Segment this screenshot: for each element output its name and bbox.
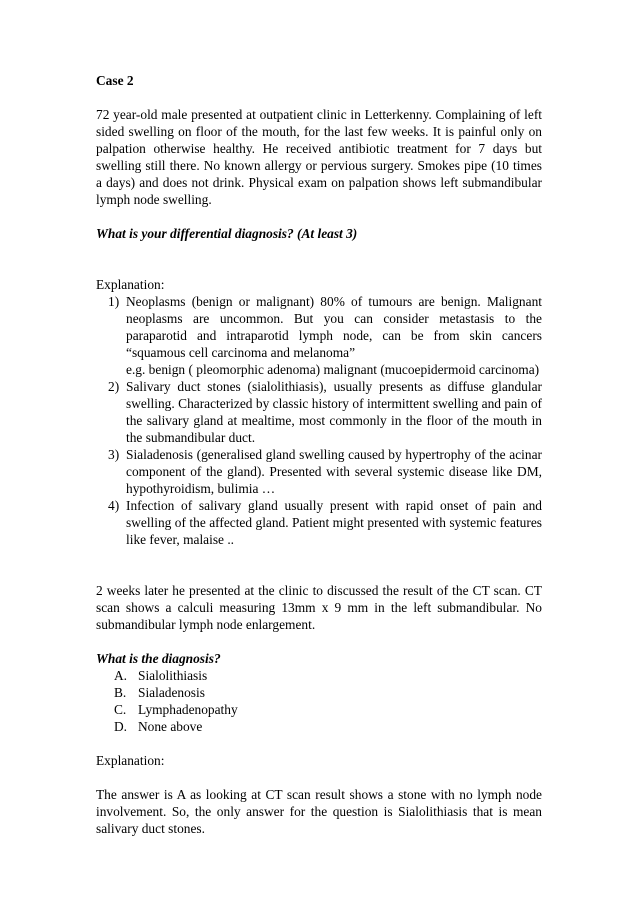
option-marker: B.: [114, 685, 127, 700]
option-text: Sialadenosis: [138, 685, 205, 700]
list-marker: 4): [108, 498, 120, 513]
explanation-label-2: Explanation:: [96, 753, 165, 768]
case-title: Case 2: [96, 73, 134, 88]
differential-list: [96, 293, 542, 548]
differential-text: Neoplasms (benign or malignant) 80% of tumours are benign. Malignant neoplasms are uncommon. But you can consider metastasis to the paraparotid and intraparotid lymph node, can be from skin cancers “squamous cell carcinoma and melanoma”: [126, 294, 542, 360]
option-marker: A.: [114, 668, 128, 683]
list-marker: 2): [108, 379, 120, 394]
option-marker: D.: [114, 719, 128, 734]
question-diagnosis: What is the diagnosis?: [96, 651, 221, 666]
option-marker: C.: [114, 702, 127, 717]
option-text: None above: [138, 719, 203, 734]
option-text: Sialolithiasis: [138, 668, 208, 683]
explanation-label: Explanation:: [96, 277, 165, 292]
option-text: Lymphadenopathy: [138, 702, 238, 717]
differential-item: [96, 446, 542, 497]
options-list: [96, 667, 542, 735]
case-presentation: 72 year-old male presented at outpatient clinic in Letterkenny. Complaining of left sided swelling on floor of the mouth, for the last few weeks. It is painful only on palpation otherwise healthy. He received antibiotic treatment for 7 days but swelling still there. No known allergy or pervious surgery. Smokes pipe (10 times a days) and does not drink. Physical exam on palpation shows left submandibular lymph node swelling.: [96, 107, 542, 207]
option-item: [96, 684, 542, 701]
differential-text: Infection of salivary gland usually present with rapid onset of pain and swelling of the affected gland. Patient might presented with systemic features like fever, malaise ..: [126, 498, 542, 547]
option-item: [96, 667, 542, 684]
differential-item: [96, 378, 542, 446]
document-page: [96, 72, 542, 837]
follow-up-paragraph: 2 weeks later he presented at the clinic to discussed the result of the CT scan. CT scan shows a calculi measuring 13mm x 9 mm in the left submandibular. No submandibular lymph node enlargement.: [96, 583, 542, 632]
differential-text: Salivary duct stones (sialolithiasis), usually presents as diffuse glandular swelling. Characterized by classic history of intermittent swelling and pain of the salivary gland at mealtime, most commonly in the floor of the mouth in the submandibular duct.: [126, 379, 542, 445]
option-item: [96, 718, 542, 735]
list-marker: 1): [108, 294, 120, 309]
answer-paragraph: The answer is A as looking at CT scan result shows a stone with no lymph node involvement. So, the only answer for the question is Sialolithiasis that is mean salivary duct stones.: [96, 787, 542, 836]
differential-text: Sialadenosis (generalised gland swelling caused by hypertrophy of the acinar component of the gland). Presented with several systemic disease like DM, hypothyroidism, bulimia …: [126, 447, 542, 496]
option-item: [96, 701, 542, 718]
differential-item: [96, 497, 542, 548]
list-marker: 3): [108, 447, 120, 462]
differential-example: e.g. benign ( pleomorphic adenoma) malignant (mucoepidermoid carcinoma): [126, 362, 540, 377]
question-differential-diagnosis: What is your differential diagnosis? (At least 3): [96, 226, 358, 241]
differential-item: [96, 293, 542, 378]
